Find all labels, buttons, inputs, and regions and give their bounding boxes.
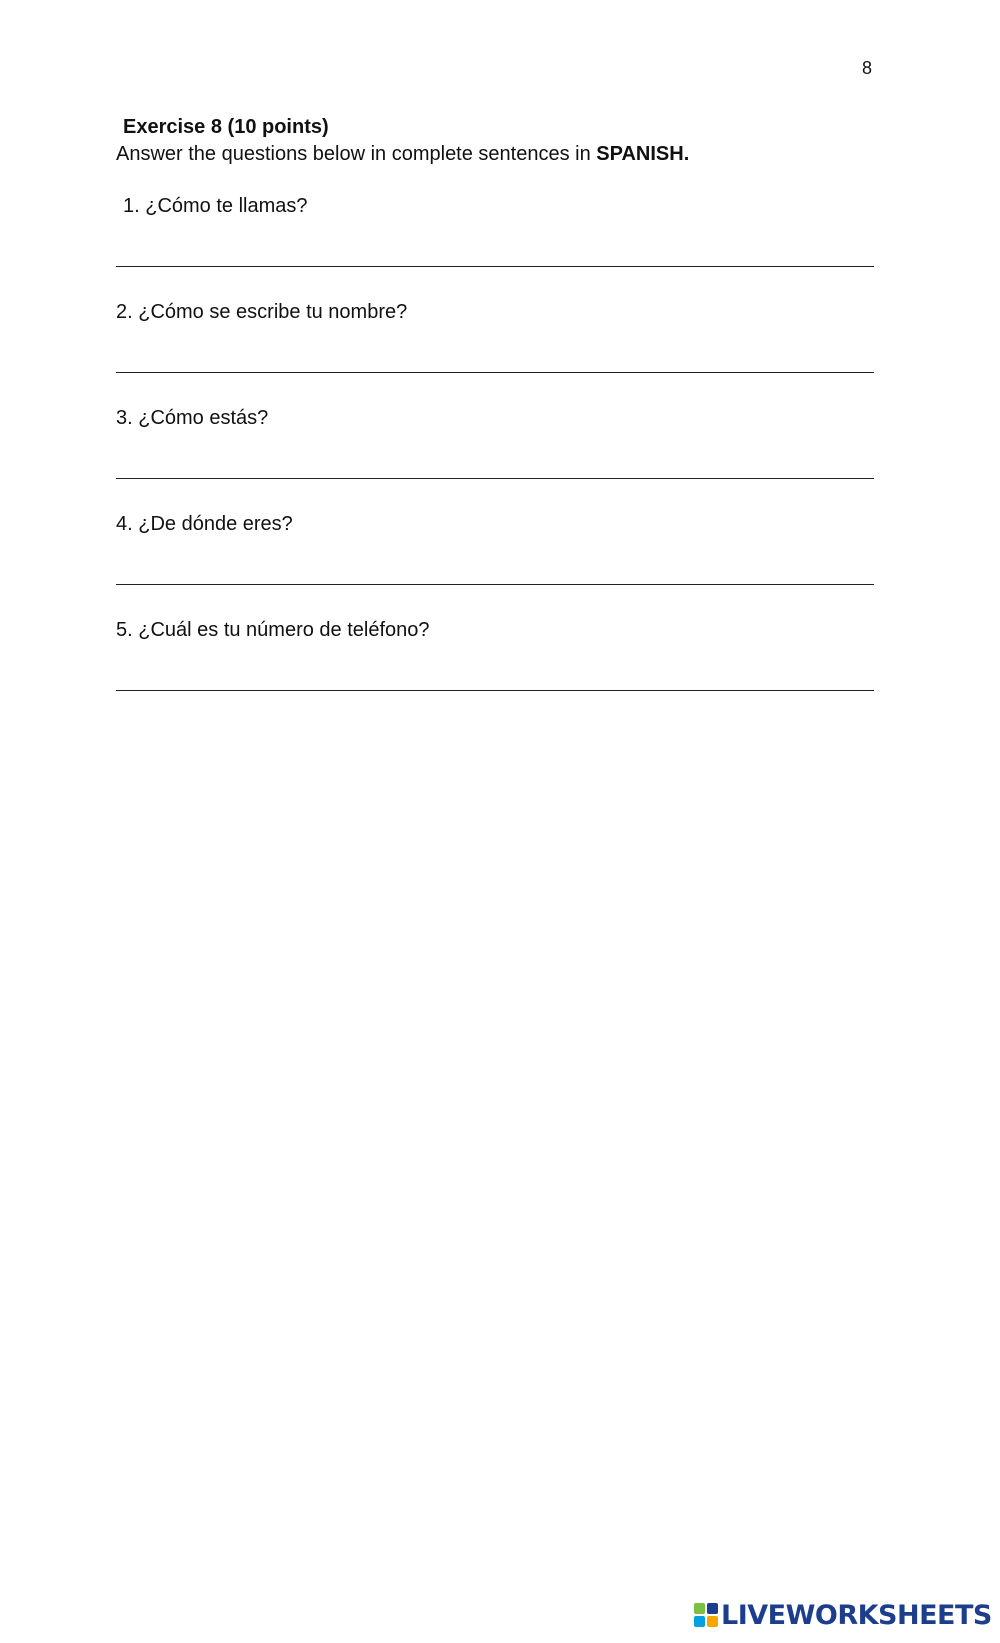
answer-line-1[interactable] [116, 266, 874, 267]
question-4: 4. ¿De dónde eres? [116, 513, 293, 535]
liveworksheets-logo-icon [694, 1603, 718, 1627]
logo-square-2 [707, 1603, 718, 1614]
exercise-instructions [116, 143, 689, 166]
answer-line-5[interactable] [116, 690, 874, 691]
logo-square-4 [707, 1616, 718, 1627]
answer-line-4[interactable] [116, 584, 874, 585]
instructions-text: Answer the questions below in complete sentences in [116, 143, 597, 165]
logo-square-1 [694, 1603, 705, 1614]
question-5: 5. ¿Cuál es tu número de teléfono? [116, 619, 430, 641]
page-number: 8 [862, 58, 873, 78]
question-1: 1. ¿Cómo te llamas? [123, 195, 308, 217]
answer-line-3[interactable] [116, 478, 874, 479]
instructions-language: SPANISH. [596, 143, 690, 165]
liveworksheets-brand[interactable] [694, 1598, 992, 1632]
brand-name: LIVEWORKSHEETS [721, 1599, 992, 1631]
question-2: 2. ¿Cómo se escribe tu nombre? [116, 301, 408, 323]
exercise-title: Exercise 8 (10 points) [123, 116, 329, 138]
question-3: 3. ¿Cómo estás? [116, 407, 269, 429]
logo-square-3 [694, 1616, 705, 1627]
answer-line-2[interactable] [116, 372, 874, 373]
